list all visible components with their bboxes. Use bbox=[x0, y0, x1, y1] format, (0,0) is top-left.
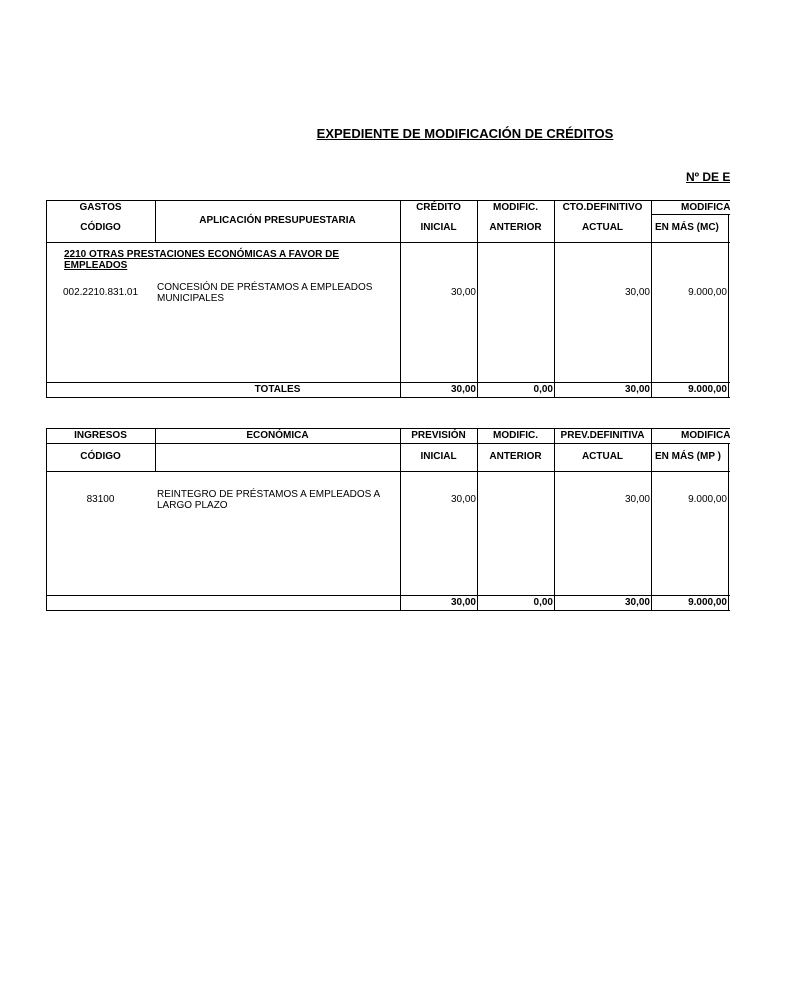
gastos-header-cto-definitivo: CTO.DEFINITIVO bbox=[562, 202, 643, 213]
gastos-row-en-mas: 9.000,00 bbox=[688, 287, 727, 298]
gastos-header-modifica: MODIFICA bbox=[681, 202, 730, 213]
gastos-header-gastos: GASTOS bbox=[79, 202, 122, 213]
ingresos-header-ingresos: INGRESOS bbox=[74, 430, 127, 441]
gastos-header-aplicacion: APLICACIÓN PRESUPUESTARIA bbox=[199, 215, 356, 226]
gastos-totals-label: TOTALES bbox=[254, 384, 301, 395]
ingresos-total-actual: 30,00 bbox=[624, 597, 650, 608]
ingresos-row-inicial: 30,00 bbox=[450, 494, 476, 505]
gastos-header-codigo: CÓDIGO bbox=[80, 222, 121, 233]
gastos-row-descripcion: CONCESIÓN DE PRÉSTAMOS A EMPLEADOS MUNICIPALES bbox=[157, 282, 373, 304]
ingresos-row-descripcion: REINTEGRO DE PRÉSTAMOS A EMPLEADOS A LARGO PLAZO bbox=[157, 489, 380, 511]
ingresos-row-codigo: 83100 bbox=[86, 494, 115, 505]
ingresos-header-modific: MODIFIC. bbox=[493, 430, 538, 441]
gastos-total-actual: 30,00 bbox=[624, 384, 650, 395]
ingresos-header-prev-definitiva: PREV.DEFINITIVA bbox=[560, 430, 645, 441]
gastos-header-modific: MODIFIC. bbox=[493, 202, 538, 213]
ingresos-header-prevision: PREVISIÓN bbox=[411, 430, 466, 441]
ingresos-header-codigo: CÓDIGO bbox=[80, 451, 121, 462]
gastos-header-en-mas: EN MÁS (MC) bbox=[655, 222, 719, 233]
ingresos-row-en-mas: 9.000,00 bbox=[688, 494, 727, 505]
gastos-total-en-mas: 9.000,00 bbox=[688, 384, 727, 395]
gastos-header-actual: ACTUAL bbox=[581, 222, 624, 233]
ingresos-header-actual: ACTUAL bbox=[581, 451, 624, 462]
ingresos-header-en-mas: EN MÁS (MP ) bbox=[655, 451, 721, 462]
gastos-row-inicial: 30,00 bbox=[450, 287, 476, 298]
ingresos-total-anterior: 0,00 bbox=[533, 597, 553, 608]
gastos-group-heading: 2210 OTRAS PRESTACIONES ECONÓMICAS A FAVOR DE EMPLEADOS bbox=[64, 249, 340, 271]
gastos-header-credito: CRÉDITO bbox=[416, 202, 461, 213]
ingresos-row-actual: 30,00 bbox=[624, 494, 650, 505]
gastos-row-codigo: 002.2210.831.01 bbox=[62, 287, 139, 298]
gastos-header-inicial: INICIAL bbox=[420, 222, 457, 233]
ingresos-header-modifica: MODIFICA bbox=[681, 430, 730, 441]
ingresos-total-inicial: 30,00 bbox=[450, 597, 476, 608]
document-title: EXPEDIENTE DE MODIFICACIÓN DE CRÉDITOS bbox=[316, 126, 614, 141]
ingresos-header-inicial: INICIAL bbox=[420, 451, 457, 462]
ingresos-total-en-mas: 9.000,00 bbox=[688, 597, 727, 608]
gastos-row-actual: 30,00 bbox=[624, 287, 650, 298]
ingresos-header-anterior: ANTERIOR bbox=[489, 451, 542, 462]
gastos-total-anterior: 0,00 bbox=[533, 384, 553, 395]
expediente-number-label: Nº DE E bbox=[686, 170, 730, 184]
gastos-total-inicial: 30,00 bbox=[450, 384, 476, 395]
gastos-header-anterior: ANTERIOR bbox=[489, 222, 542, 233]
ingresos-header-economica: ECONÓMICA bbox=[246, 430, 309, 441]
